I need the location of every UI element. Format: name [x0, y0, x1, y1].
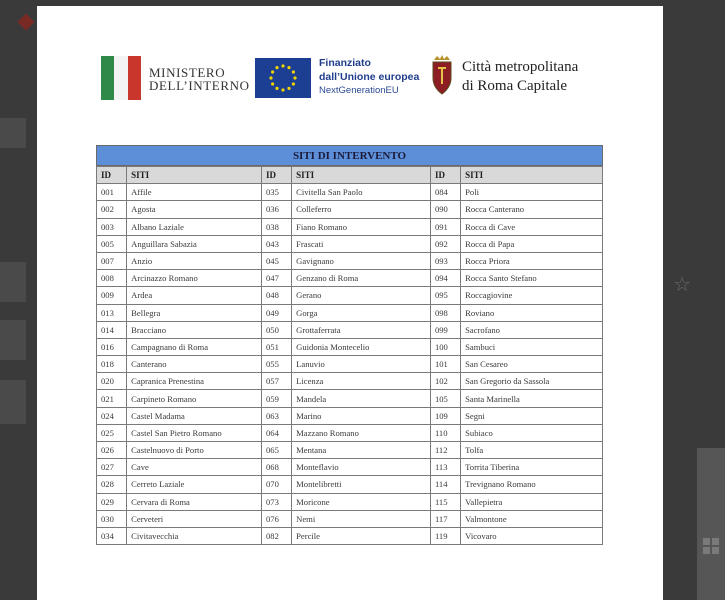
- cell-site-name: Civitella San Paolo: [292, 184, 431, 201]
- cell-site-name: Rocca Santo Stefano: [461, 270, 603, 287]
- eu-star-icon: [275, 87, 278, 90]
- cell-site-name: Rocca Priora: [461, 252, 603, 269]
- cell-id: 034: [97, 527, 127, 544]
- cell-site-name: Albano Laziale: [127, 218, 262, 235]
- cell-id: 091: [430, 218, 460, 235]
- cell-id: 050: [261, 321, 291, 338]
- cell-id: 119: [430, 527, 460, 544]
- cell-id: 008: [97, 270, 127, 287]
- background-fragment: [0, 380, 26, 424]
- cell-id: 090: [430, 201, 460, 218]
- cell-site-name: Castel San Pietro Romano: [127, 424, 262, 441]
- table-row: [97, 201, 603, 218]
- background-fragment: [0, 320, 26, 360]
- cell-site-name: Castel Madama: [127, 407, 262, 424]
- cell-id: 105: [430, 390, 460, 407]
- cell-site-name: Bellegra: [127, 304, 262, 321]
- cell-id: 002: [97, 201, 127, 218]
- cell-site-name: Ardea: [127, 287, 262, 304]
- eu-star-icon: [293, 76, 296, 79]
- cell-site-name: Anguillara Sabazia: [127, 235, 262, 252]
- cell-site-name: Cave: [127, 459, 262, 476]
- cell-id: 110: [430, 424, 460, 441]
- cell-site-name: Gorga: [292, 304, 431, 321]
- cell-id: 020: [97, 373, 127, 390]
- cell-site-name: Sacrofano: [461, 321, 603, 338]
- cell-site-name: Roviano: [461, 304, 603, 321]
- cell-site-name: Frascati: [292, 235, 431, 252]
- cell-site-name: Licenza: [292, 373, 431, 390]
- cell-id: 049: [261, 304, 291, 321]
- roma-coat-of-arms-icon: [430, 54, 454, 96]
- eu-star-icon: [281, 64, 284, 67]
- cell-site-name: Rocca Canterano: [461, 201, 603, 218]
- table-row: [97, 287, 603, 304]
- cell-id: 084: [430, 184, 460, 201]
- cell-id: 098: [430, 304, 460, 321]
- eu-star-icon: [292, 82, 295, 85]
- eu-flag-icon: [255, 58, 311, 98]
- cell-site-name: Rocca di Papa: [461, 235, 603, 252]
- grid-icon[interactable]: [703, 538, 719, 554]
- cell-id: 021: [97, 390, 127, 407]
- cell-id: 055: [261, 356, 291, 373]
- cell-id: 059: [261, 390, 291, 407]
- cell-id: 043: [261, 235, 291, 252]
- cell-site-name: Moricone: [292, 493, 431, 510]
- cell-site-name: Grottaferrata: [292, 321, 431, 338]
- cell-id: 025: [97, 424, 127, 441]
- document-sheet: [37, 6, 663, 600]
- cell-id: 114: [430, 476, 460, 493]
- cell-site-name: San Cesareo: [461, 356, 603, 373]
- table-row: [97, 407, 603, 424]
- table-row: [97, 270, 603, 287]
- cell-id: 093: [430, 252, 460, 269]
- table-row: [97, 493, 603, 510]
- eu-star-icon: [271, 70, 274, 73]
- eu-star-icon: [269, 76, 272, 79]
- cell-site-name: Rocca di Cave: [461, 218, 603, 235]
- cell-id: 047: [261, 270, 291, 287]
- ministero-logo-text: [149, 66, 250, 92]
- cell-site-name: Canterano: [127, 356, 262, 373]
- cell-id: 013: [97, 304, 127, 321]
- header-siti: SITI: [127, 167, 262, 184]
- cell-site-name: Mazzano Romano: [292, 424, 431, 441]
- cell-site-name: Lanuvio: [292, 356, 431, 373]
- cell-id: 112: [430, 442, 460, 459]
- cell-site-name: Cerveteri: [127, 510, 262, 527]
- citta-line2: di Roma Capitale: [462, 78, 567, 94]
- table-row: [97, 252, 603, 269]
- cell-site-name: Colleferro: [292, 201, 431, 218]
- cell-site-name: Sambuci: [461, 338, 603, 355]
- eu-star-icon: [287, 87, 290, 90]
- eu-star-icon: [292, 70, 295, 73]
- cell-site-name: Monteflavio: [292, 459, 431, 476]
- cell-id: 115: [430, 493, 460, 510]
- cell-id: 024: [97, 407, 127, 424]
- cell-site-name: Guidonia Montecelio: [292, 338, 431, 355]
- cell-site-name: Campagnano di Roma: [127, 338, 262, 355]
- cell-id: 045: [261, 252, 291, 269]
- cell-site-name: Marino: [292, 407, 431, 424]
- cell-id: 057: [261, 373, 291, 390]
- star-icon[interactable]: ☆: [673, 272, 691, 296]
- italian-flag-icon: [101, 56, 141, 100]
- eu-line3: NextGenerationEU: [319, 85, 399, 96]
- cell-site-name: Valmontone: [461, 510, 603, 527]
- cell-site-name: Castelnuovo di Porto: [127, 442, 262, 459]
- cell-id: 005: [97, 235, 127, 252]
- cell-id: 073: [261, 493, 291, 510]
- siti-table-container: [96, 145, 603, 545]
- ministero-line2: DELL’INTERNO: [149, 78, 250, 93]
- cell-site-name: Tolfa: [461, 442, 603, 459]
- cell-site-name: Santa Marinella: [461, 390, 603, 407]
- cell-id: 070: [261, 476, 291, 493]
- background-fragment: [0, 118, 26, 148]
- table-row: [97, 442, 603, 459]
- cell-site-name: Torrita Tiberina: [461, 459, 603, 476]
- eu-funding-text: [319, 56, 419, 98]
- table-row: [97, 390, 603, 407]
- table-row: [97, 235, 603, 252]
- ministero-line1: MINISTERO: [149, 65, 226, 80]
- citta-line1: Città metropolitana: [462, 59, 579, 75]
- table-row: [97, 218, 603, 235]
- cell-id: 082: [261, 527, 291, 544]
- cell-id: 100: [430, 338, 460, 355]
- cell-id: 063: [261, 407, 291, 424]
- table-row: [97, 459, 603, 476]
- cell-site-name: Trevignano Romano: [461, 476, 603, 493]
- cell-site-name: Fiano Romano: [292, 218, 431, 235]
- background-side-panel: [697, 448, 725, 600]
- cell-site-name: Mandela: [292, 390, 431, 407]
- cell-site-name: Gavignano: [292, 252, 431, 269]
- background-logo-fragment: [18, 14, 35, 31]
- header-id: ID: [430, 167, 460, 184]
- cell-id: 007: [97, 252, 127, 269]
- siti-table: [96, 166, 603, 545]
- cell-id: 003: [97, 218, 127, 235]
- cell-id: 038: [261, 218, 291, 235]
- cell-site-name: Cervara di Roma: [127, 493, 262, 510]
- table-row: [97, 304, 603, 321]
- eu-line1: Finanziato: [319, 57, 371, 69]
- table-row: [97, 476, 603, 493]
- table-row: [97, 356, 603, 373]
- eu-star-icon: [275, 66, 278, 69]
- cell-site-name: San Gregorio da Sassola: [461, 373, 603, 390]
- cell-site-name: Genzano di Roma: [292, 270, 431, 287]
- cell-site-name: Roccagiovine: [461, 287, 603, 304]
- cell-id: 064: [261, 424, 291, 441]
- header-siti: SITI: [292, 167, 431, 184]
- cell-site-name: Segni: [461, 407, 603, 424]
- table-row: [97, 373, 603, 390]
- cell-site-name: Bracciano: [127, 321, 262, 338]
- cell-id: 036: [261, 201, 291, 218]
- cell-site-name: Anzio: [127, 252, 262, 269]
- cell-id: 092: [430, 235, 460, 252]
- cell-site-name: Civitavecchia: [127, 527, 262, 544]
- cell-site-name: Carpineto Romano: [127, 390, 262, 407]
- table-row: [97, 338, 603, 355]
- cell-site-name: Percile: [292, 527, 431, 544]
- cell-id: 030: [97, 510, 127, 527]
- cell-id: 099: [430, 321, 460, 338]
- cell-site-name: Agosta: [127, 201, 262, 218]
- cell-id: 113: [430, 459, 460, 476]
- cell-site-name: Arcinazzo Romano: [127, 270, 262, 287]
- cell-id: 117: [430, 510, 460, 527]
- header-id: ID: [261, 167, 291, 184]
- cell-site-name: Montelibretti: [292, 476, 431, 493]
- cell-site-name: Capranica Prenestina: [127, 373, 262, 390]
- table-row: [97, 184, 603, 201]
- cell-site-name: Cerreto Laziale: [127, 476, 262, 493]
- cell-site-name: Nemi: [292, 510, 431, 527]
- cell-id: 065: [261, 442, 291, 459]
- table-header-row: [97, 167, 603, 184]
- eu-star-icon: [271, 82, 274, 85]
- cell-site-name: Vicovaro: [461, 527, 603, 544]
- table-row: [97, 321, 603, 338]
- cell-id: 102: [430, 373, 460, 390]
- cell-id: 109: [430, 407, 460, 424]
- header-id: ID: [97, 167, 127, 184]
- eu-star-icon: [281, 88, 284, 91]
- cell-id: 048: [261, 287, 291, 304]
- cell-id: 001: [97, 184, 127, 201]
- cell-id: 016: [97, 338, 127, 355]
- cell-id: 027: [97, 459, 127, 476]
- table-row: [97, 527, 603, 544]
- eu-line2: dall’Unione europea: [319, 71, 420, 83]
- eu-star-icon: [287, 66, 290, 69]
- cell-site-name: Affile: [127, 184, 262, 201]
- cell-site-name: Poli: [461, 184, 603, 201]
- cell-id: 095: [430, 287, 460, 304]
- cell-site-name: Gerano: [292, 287, 431, 304]
- cell-site-name: Vallepietra: [461, 493, 603, 510]
- table-row: [97, 510, 603, 527]
- cell-id: 014: [97, 321, 127, 338]
- cell-id: 026: [97, 442, 127, 459]
- background-fragment: [0, 262, 26, 302]
- cell-id: 051: [261, 338, 291, 355]
- cell-id: 076: [261, 510, 291, 527]
- citta-metropolitana-text: [462, 58, 578, 96]
- cell-id: 068: [261, 459, 291, 476]
- cell-id: 029: [97, 493, 127, 510]
- cell-id: 035: [261, 184, 291, 201]
- cell-site-name: Mentana: [292, 442, 431, 459]
- cell-id: 101: [430, 356, 460, 373]
- cell-id: 028: [97, 476, 127, 493]
- table-row: [97, 424, 603, 441]
- cell-id: 018: [97, 356, 127, 373]
- cell-site-name: Subiaco: [461, 424, 603, 441]
- cell-id: 094: [430, 270, 460, 287]
- cell-id: 009: [97, 287, 127, 304]
- table-title: SITI DI INTERVENTO: [96, 145, 603, 166]
- logo-header: [37, 50, 663, 114]
- table-body: [97, 184, 603, 545]
- header-siti: SITI: [461, 167, 603, 184]
